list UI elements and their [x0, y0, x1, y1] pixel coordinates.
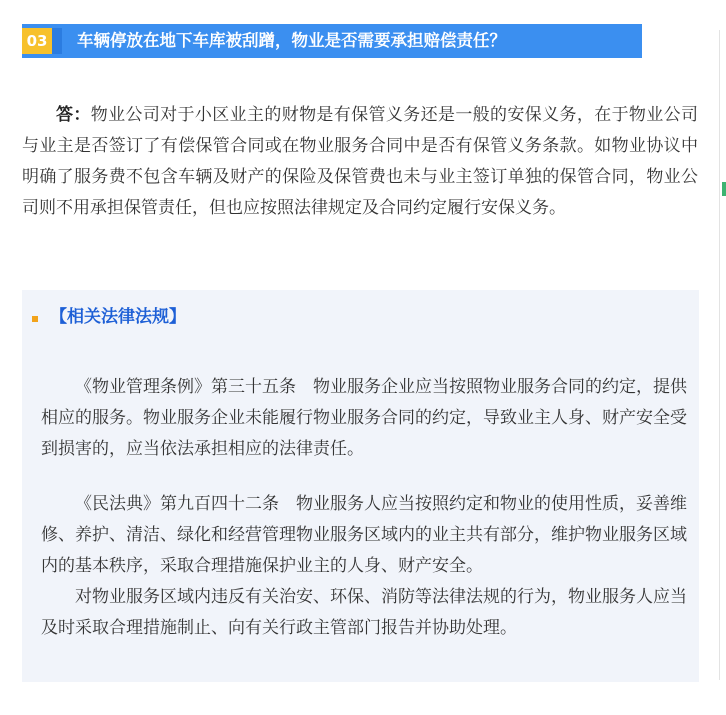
related-laws-section [22, 290, 699, 682]
related-laws-heading: 【相关法律法规】 [50, 307, 186, 327]
answer-paragraph [22, 100, 698, 224]
answer-text: 物业公司对于小区业主的财物是有保管义务还是一般的安保义务，在于物业公司与业主是否签订了有偿保管合同或在物业服务合同中是否有保管义务条款。如物业协议中明确了服务费不包含车辆及财产的保险及保管费也未与业主签订单独的保管合同，物业公司则不用承担保管责任，但也应按照法律规定及合同约定履行安保义务。 [22, 105, 699, 218]
answer-label: 答： [56, 105, 91, 125]
scroll-indicator[interactable] [722, 182, 726, 196]
scrollbar-track[interactable] [719, 30, 726, 680]
question-number-badge: 03 [22, 28, 52, 54]
bullet-icon [32, 316, 38, 322]
law-paragraph-civil-code: 《民法典》第九百四十二条 物业服务人应当按照约定和物业的使用性质，妥善维修、养护、清洁、绿化和经营管理物业服务区域内的业主共有部分，维护物业服务区域内的基本秩序，采取合理措施保护业主的人身、财产安全。 [41, 494, 687, 576]
law-paragraph-civil-code-cont: 对物业服务区域内违反有关治安、环保、消防等法律法规的行为，物业服务人应当及时采取合理措施制止、向有关行政主管部门报告并协助处理。 [41, 587, 687, 638]
question-title: 车辆停放在地下车库被刮蹭，物业是否需要承担赔偿责任？ [77, 31, 506, 50]
law-paragraph-property-regulation: 《物业管理条例》第三十五条 物业服务企业应当按照物业服务合同的约定，提供相应的服务。物业服务企业未能履行物业服务合同的约定，导致业主人身、财产安全受到损害的，应当依法承担相应的法律责任。 [41, 377, 687, 459]
question-header [22, 24, 642, 58]
question-number-accent [52, 28, 62, 54]
